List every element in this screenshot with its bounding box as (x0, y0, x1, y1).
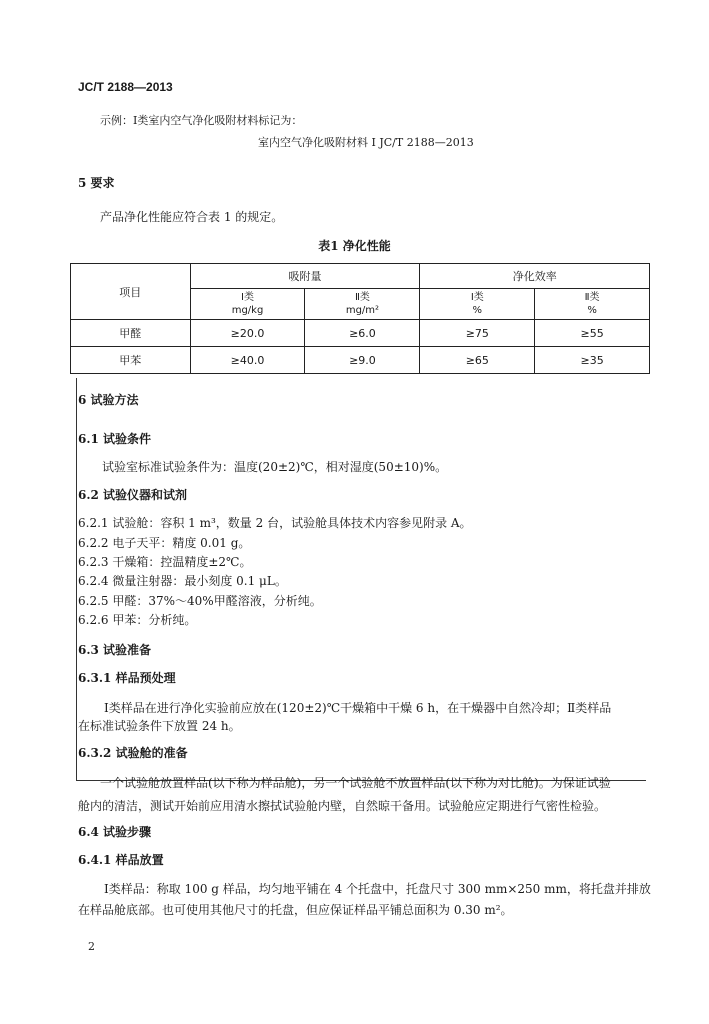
performance-table (70, 263, 650, 374)
subheader-adsorb-class1-unit: mg/kg (231, 305, 264, 316)
table-1-caption: 表1 净化性能 (318, 239, 391, 253)
row-adsorb-class1: ≥20.0 (190, 320, 305, 347)
page-number: 2 (88, 940, 95, 953)
example-line-1: 示例：Ⅰ类室内空气净化吸附材料标记为： (100, 114, 303, 127)
subheader-eff-class1-unit: % (472, 305, 483, 316)
header-efficiency: 净化效率 (420, 264, 650, 289)
section-6-2-title: 6.2 试验仪器和试剂 (78, 488, 188, 502)
row-adsorb-class2: ≥6.0 (305, 320, 420, 347)
subheader-adsorb-class2 (305, 289, 420, 320)
row-eff-class1: ≥65 (420, 347, 535, 374)
item-6-2-6: 6.2.6 甲苯：分析纯。 (78, 613, 197, 627)
section-6-3-title: 6.3 试验准备 (78, 643, 152, 657)
section-6-title: 6 试验方法 (78, 393, 139, 407)
row-eff-class1: ≥75 (420, 320, 535, 347)
row-eff-class2: ≥55 (535, 320, 650, 347)
section-6-3-2-line-1: 一个试验舱放置样品(以下称为样品舱)，另一个试验舱不放置样品(以下称为对比舱)。为保证试验 (100, 776, 611, 790)
row-item: 甲苯 (71, 347, 191, 374)
standard-code-header: JC/T 2188—2013 (78, 80, 173, 94)
section-6-3-2-line-2: 舱内的清洁，测试开始前应用清水擦拭试验舱内壁，自然晾干备用。试验舱应定期进行气密性检验。 (78, 799, 607, 813)
section-6-4-1-title: 6.4.1 样品放置 (78, 853, 164, 867)
row-item: 甲醛 (71, 320, 191, 347)
item-6-2-1: 6.2.1 试验舱：容积 1 m³，数量 2 台，试验舱具体技术内容参见附录 A。 (78, 516, 472, 530)
row-adsorb-class1: ≥40.0 (190, 347, 305, 374)
item-6-2-4: 6.2.4 微量注射器：最小刻度 0.1 μL。 (78, 574, 287, 588)
subheader-adsorb-class2-unit: mg/m² (345, 305, 380, 316)
section-6-4-1-line-2: 在样品舱底部。也可使用其他尺寸的托盘，但应保证样品平铺总面积为 0.30 m²。 (78, 903, 513, 917)
subheader-eff-class2-unit: % (587, 305, 597, 316)
item-6-2-2: 6.2.2 电子天平：精度 0.01 g。 (78, 536, 251, 550)
example-line-2: 室内空气净化吸附材料 Ⅰ JC/T 2188—2013 (258, 136, 474, 149)
section-6-1-paragraph: 试验室标准试验条件为：温度(20±2)℃，相对湿度(50±10)%。 (102, 460, 448, 474)
subheader-eff-class2 (535, 289, 650, 320)
section-6-4-1-line-1: Ⅰ类样品：称取 100 g 样品，均匀地平铺在 4 个托盘中，托盘尺寸 300 mm×250 mm，将托盘并排放 (104, 882, 651, 896)
header-item: 项目 (71, 264, 191, 320)
section-6-3-1-title: 6.3.1 样品预处理 (78, 671, 176, 685)
row-eff-class2: ≥35 (535, 347, 650, 374)
subheader-eff-class2-label: Ⅱ类 (584, 292, 600, 303)
section-6-3-1-line-2: 在标准试验条件下放置 24 h。 (78, 719, 241, 733)
item-6-2-5: 6.2.5 甲醛：37%～40%甲醛溶液，分析纯。 (78, 594, 322, 608)
item-6-2-3: 6.2.3 干燥箱：控温精度±2℃。 (78, 555, 252, 569)
section-6-4-title: 6.4 试验步骤 (78, 825, 152, 839)
subheader-adsorb-class1-label: Ⅰ类 (241, 292, 254, 303)
subheader-adsorb-class1 (190, 289, 305, 320)
scan-frame-line (76, 378, 77, 780)
table-row (71, 320, 650, 347)
subheader-eff-class1 (420, 289, 535, 320)
section-5-paragraph: 产品净化性能应符合表 1 的规定。 (100, 210, 284, 224)
table-row (71, 347, 650, 374)
subheader-adsorb-class2-label: Ⅱ类 (354, 292, 370, 303)
header-adsorption: 吸附量 (190, 264, 420, 289)
row-adsorb-class2: ≥9.0 (305, 347, 420, 374)
section-6-1-title: 6.1 试验条件 (78, 432, 152, 446)
subheader-eff-class1-label: Ⅰ类 (470, 292, 484, 303)
section-6-3-2-title: 6.3.2 试验舱的准备 (78, 746, 188, 760)
section-5-title: 5 要求 (78, 176, 115, 190)
section-6-3-1-line-1: Ⅰ类样品在进行净化实验前应放在(120±2)℃干燥箱中干燥 6 h，在干燥器中自然冷却；Ⅱ类样品 (104, 701, 612, 715)
